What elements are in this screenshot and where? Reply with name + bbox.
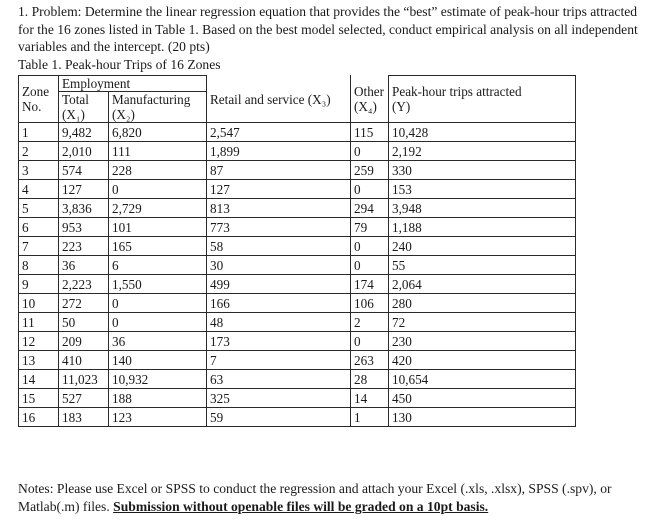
header-other-var: (X₄) bbox=[354, 99, 377, 114]
cell-other: 0 bbox=[351, 256, 389, 275]
cell-total: 953 bbox=[59, 218, 109, 237]
notes-text: Notes: Please use Excel or SPSS to conduct the regression and attach your Excel (.xls, .xlsx), SPSS (.spv), or Matlab(.m) files. bbox=[18, 481, 612, 514]
cell-other: 1 bbox=[351, 408, 389, 427]
header-total-var: (X₁) bbox=[62, 107, 85, 122]
cell-total: 574 bbox=[59, 161, 109, 180]
cell-retail: 87 bbox=[207, 161, 351, 180]
cell-manufacturing: 188 bbox=[109, 389, 207, 408]
table-row bbox=[19, 351, 576, 370]
table-body bbox=[19, 123, 576, 427]
cell-total: 36 bbox=[59, 256, 109, 275]
cell-manufacturing: 0 bbox=[109, 180, 207, 199]
cell-peak-trips: 230 bbox=[389, 332, 576, 351]
cell-peak-trips: 2,064 bbox=[389, 275, 576, 294]
cell-manufacturing: 228 bbox=[109, 161, 207, 180]
cell-total: 223 bbox=[59, 237, 109, 256]
cell-peak-trips: 10,428 bbox=[389, 123, 576, 142]
cell-other: 174 bbox=[351, 275, 389, 294]
cell-manufacturing: 6,820 bbox=[109, 123, 207, 142]
cell-retail: 2,547 bbox=[207, 123, 351, 142]
header-other-label: Other bbox=[354, 84, 385, 99]
cell-peak-trips: 280 bbox=[389, 294, 576, 313]
notes bbox=[18, 480, 654, 516]
table-row bbox=[19, 275, 576, 294]
cell-other: 0 bbox=[351, 237, 389, 256]
cell-zone: 1 bbox=[19, 123, 59, 142]
cell-other: 294 bbox=[351, 199, 389, 218]
cell-other: 259 bbox=[351, 161, 389, 180]
notes-emphasis: Submission without openable files will be graded on a 10pt basis. bbox=[113, 499, 489, 514]
cell-zone: 5 bbox=[19, 199, 59, 218]
cell-zone: 9 bbox=[19, 275, 59, 294]
cell-total: 2,223 bbox=[59, 275, 109, 294]
cell-manufacturing: 111 bbox=[109, 142, 207, 161]
cell-manufacturing: 0 bbox=[109, 313, 207, 332]
cell-retail: 7 bbox=[207, 351, 351, 370]
cell-total: 11,023 bbox=[59, 370, 109, 389]
header-zone-line2: No. bbox=[22, 99, 42, 114]
cell-manufacturing: 101 bbox=[109, 218, 207, 237]
cell-manufacturing: 2,729 bbox=[109, 199, 207, 218]
cell-manufacturing: 0 bbox=[109, 294, 207, 313]
cell-retail: 58 bbox=[207, 237, 351, 256]
header-manufacturing-var: (X₂) bbox=[112, 107, 135, 122]
header-manufacturing-label: Manufacturing bbox=[112, 92, 191, 107]
cell-peak-trips: 153 bbox=[389, 180, 576, 199]
cell-total: 410 bbox=[59, 351, 109, 370]
cell-peak-trips: 2,192 bbox=[389, 142, 576, 161]
header-manufacturing bbox=[109, 92, 207, 123]
cell-zone: 6 bbox=[19, 218, 59, 237]
cell-manufacturing: 1,550 bbox=[109, 275, 207, 294]
cell-other: 0 bbox=[351, 332, 389, 351]
header-peak-trips bbox=[389, 76, 576, 123]
cell-other: 0 bbox=[351, 142, 389, 161]
cell-zone: 15 bbox=[19, 389, 59, 408]
table-row bbox=[19, 408, 576, 427]
cell-total: 3,836 bbox=[59, 199, 109, 218]
cell-retail: 499 bbox=[207, 275, 351, 294]
cell-zone: 11 bbox=[19, 313, 59, 332]
cell-other: 79 bbox=[351, 218, 389, 237]
cell-retail: 30 bbox=[207, 256, 351, 275]
cell-zone: 7 bbox=[19, 237, 59, 256]
cell-other: 0 bbox=[351, 180, 389, 199]
table-row bbox=[19, 389, 576, 408]
cell-peak-trips: 330 bbox=[389, 161, 576, 180]
cell-total: 50 bbox=[59, 313, 109, 332]
cell-retail: 63 bbox=[207, 370, 351, 389]
header-employment: Employment bbox=[59, 76, 207, 92]
cell-zone: 13 bbox=[19, 351, 59, 370]
cell-total: 2,010 bbox=[59, 142, 109, 161]
cell-other: 28 bbox=[351, 370, 389, 389]
cell-zone: 8 bbox=[19, 256, 59, 275]
table-title: Table 1. Peak-hour Trips of 16 Zones bbox=[18, 57, 221, 72]
cell-total: 127 bbox=[59, 180, 109, 199]
table-row bbox=[19, 123, 576, 142]
cell-manufacturing: 10,932 bbox=[109, 370, 207, 389]
cell-total: 209 bbox=[59, 332, 109, 351]
cell-peak-trips: 10,654 bbox=[389, 370, 576, 389]
cell-total: 272 bbox=[59, 294, 109, 313]
cell-zone: 10 bbox=[19, 294, 59, 313]
cell-zone: 14 bbox=[19, 370, 59, 389]
cell-peak-trips: 130 bbox=[389, 408, 576, 427]
table-row bbox=[19, 256, 576, 275]
table-row bbox=[19, 218, 576, 237]
cell-total: 527 bbox=[59, 389, 109, 408]
cell-retail: 173 bbox=[207, 332, 351, 351]
table-row bbox=[19, 180, 576, 199]
table-row bbox=[19, 370, 576, 389]
table-row bbox=[19, 332, 576, 351]
table-row bbox=[19, 161, 576, 180]
cell-retail: 773 bbox=[207, 218, 351, 237]
cell-zone: 16 bbox=[19, 408, 59, 427]
cell-manufacturing: 6 bbox=[109, 256, 207, 275]
problem-statement: 1. Problem: Determine the linear regression equation that provides the “best” estimate of peak-hour trips attracted for the 16 zones listed in Table 1. Based on the best model selected, conduct empirical analysis on all independent variables and the intercept. (20 pts) bbox=[18, 4, 638, 54]
header-other bbox=[351, 76, 389, 123]
cell-total: 183 bbox=[59, 408, 109, 427]
table-row bbox=[19, 313, 576, 332]
header-retail: Retail and service (X₃) bbox=[207, 76, 351, 123]
cell-zone: 12 bbox=[19, 332, 59, 351]
cell-other: 14 bbox=[351, 389, 389, 408]
cell-manufacturing: 123 bbox=[109, 408, 207, 427]
cell-manufacturing: 140 bbox=[109, 351, 207, 370]
cell-peak-trips: 72 bbox=[389, 313, 576, 332]
cell-peak-trips: 420 bbox=[389, 351, 576, 370]
header-total bbox=[59, 92, 109, 123]
cell-retail: 1,899 bbox=[207, 142, 351, 161]
header-zone-line1: Zone bbox=[22, 84, 50, 99]
cell-peak-trips: 1,188 bbox=[389, 218, 576, 237]
cell-manufacturing: 36 bbox=[109, 332, 207, 351]
cell-retail: 166 bbox=[207, 294, 351, 313]
cell-zone: 2 bbox=[19, 142, 59, 161]
cell-other: 106 bbox=[351, 294, 389, 313]
cell-peak-trips: 3,948 bbox=[389, 199, 576, 218]
cell-retail: 48 bbox=[207, 313, 351, 332]
peak-hour-trips-table bbox=[18, 75, 576, 427]
cell-peak-trips: 450 bbox=[389, 389, 576, 408]
cell-other: 115 bbox=[351, 123, 389, 142]
header-peak-var: (Y) bbox=[392, 99, 411, 114]
cell-manufacturing: 165 bbox=[109, 237, 207, 256]
cell-total: 9,482 bbox=[59, 123, 109, 142]
cell-retail: 59 bbox=[207, 408, 351, 427]
table-row bbox=[19, 294, 576, 313]
header-peak-label: Peak-hour trips attracted bbox=[392, 84, 522, 99]
header-total-label: Total bbox=[62, 92, 89, 107]
cell-retail: 127 bbox=[207, 180, 351, 199]
table-row bbox=[19, 199, 576, 218]
cell-other: 2 bbox=[351, 313, 389, 332]
cell-zone: 4 bbox=[19, 180, 59, 199]
cell-other: 263 bbox=[351, 351, 389, 370]
header-zone-no bbox=[19, 76, 59, 123]
table-row bbox=[19, 142, 576, 161]
cell-retail: 813 bbox=[207, 199, 351, 218]
cell-zone: 3 bbox=[19, 161, 59, 180]
cell-peak-trips: 55 bbox=[389, 256, 576, 275]
cell-peak-trips: 240 bbox=[389, 237, 576, 256]
cell-retail: 325 bbox=[207, 389, 351, 408]
table-row bbox=[19, 237, 576, 256]
